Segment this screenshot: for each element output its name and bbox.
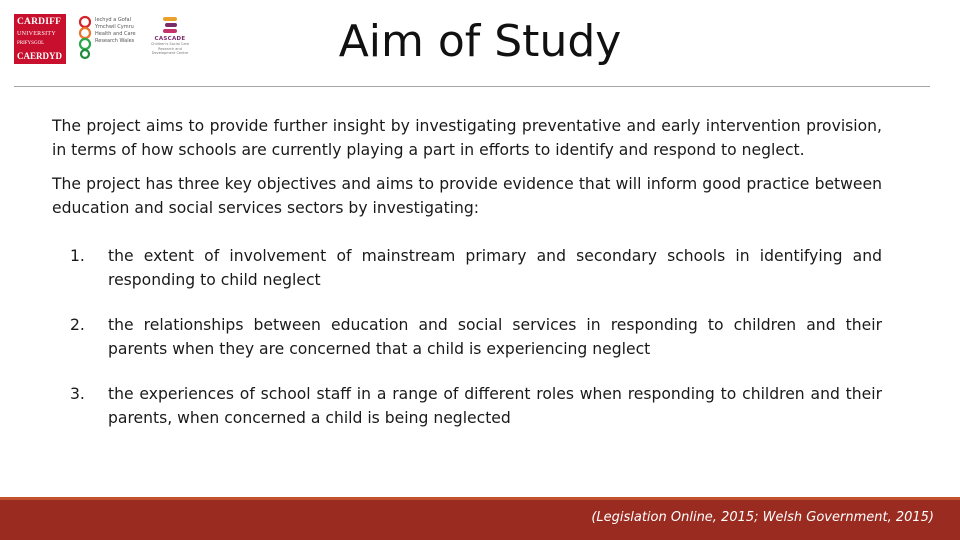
hcrw-line1: Iechyd a Gofal [95,17,131,23]
list-item-text: the extent of involvement of mainstream primary and secondary schools in identifying and responding to child neglect [108,247,882,289]
footer-bar [0,497,960,540]
cardiff-logo-line2: UNIVERSITY [17,30,56,37]
hcrw-line2: Ymchwil Cymru [95,24,134,30]
citation: (Legislation Online, 2015; Welsh Government, 2015) [591,510,934,525]
hcrw-line3: Health and Care [95,31,136,37]
list-item [70,244,882,292]
cascade-name: CASCADE [154,36,186,42]
cardiff-logo-line1: CARDIFF [17,17,62,27]
list-item [70,382,882,430]
list-item-number: 2. [70,316,85,334]
hcrw-line4: Research Wales [95,38,135,44]
cardiff-logo-line4: CAERDYD [17,50,62,61]
intro-paragraph: The project aims to provide further insight by investigating preventative and early intervention provision, in terms of how schools are currently playing a part in efforts to identify and respond to neglect. [52,117,882,159]
cardiff-logo-line3: PRIFYSGOL [17,41,45,47]
cascade-tagline: Children's Social Care Research and Development Centre [150,42,190,55]
slide-body [52,114,882,451]
list-item [70,313,882,361]
objectives-paragraph: The project has three key objectives and aims to provide evidence that will inform good practice between education and social services sectors by investigating: [52,175,882,217]
list-item-text: the relationships between education and social services in responding to children and their parents when they are concerned that a child is experiencing neglect [108,316,882,358]
list-item-text: the experiences of school staff in a range of different roles when responding to children and their parents, when concerned a child is being neglected [108,385,882,427]
title-divider [14,86,930,87]
list-item-number: 1. [70,247,85,265]
list-item-number: 3. [70,385,85,403]
page-title: Aim of Study [338,16,622,67]
objectives-list [70,244,882,430]
